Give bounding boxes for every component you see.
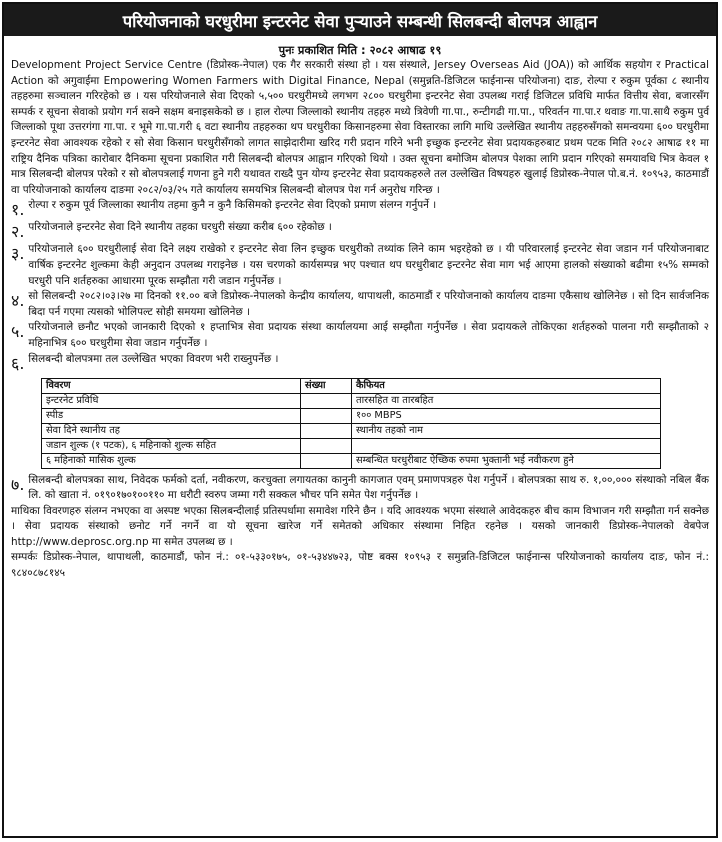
item-text: परियोजनाले ६०० घरधुरीलाई सेवा दिने लक्ष्य राखेको र इन्टरनेट सेवा लिन इच्छुक घरधुरीको तथ्यांक लिने काम भइरहेको छ । यी परिवारलाई इन्टरनेट सेवा जडान गर्न परियोजनाबाट वार्षिक इन्टरनेट शुल्कमा केही अनुदान उपलब्ध गराइनेछ । यस चरणको कार्यसम्पन्न भए पश्चात थप घरधुरीबाट इन्टरनेट सेवा माग भई आएमा हालको संख्याको बढीमा १५% सम्मको घरधुरी पनि शर्तहरुका आधारमा पूरक सम्झौता गरी जडान गर्नुपर्नेछ । [28, 243, 709, 287]
col-header-description: विवरण [42, 378, 301, 393]
table-cell: जडान शुल्क (१ पटक), ६ महिनाको शुल्क सहित [42, 438, 301, 453]
table-cell [301, 438, 352, 453]
item-text: परियोजनाले छनौट भएको जानकारी दिएको १ हप्ताभित्र सेवा प्रदायक संस्था कार्यालयमा आई सम्झौता गर्नुपर्नेछ । सेवा प्रदायकले तोकिएका शर्तहरुको पालना गरी सम्झौताको २ महिनाभित्र ६०० घरधुरीमा सेवा जडान गर्नुपर्नेछ । [28, 321, 709, 349]
table-row [42, 438, 661, 453]
list-item [11, 289, 709, 320]
table-row [42, 423, 661, 438]
list-item [11, 242, 709, 289]
republished-date: पुनः प्रकाशित मिति : २०८२ आषाढ १९ [278, 43, 442, 57]
item-number: ४. [11, 291, 25, 311]
table-row [42, 393, 661, 408]
list-item [11, 352, 709, 374]
table-cell [301, 423, 352, 438]
table-cell [301, 393, 352, 408]
col-header-quantity: संख्या [301, 378, 352, 393]
item-text: सो सिलबन्दी २०८२।०३।२७ मा दिनको ११.०० बजे डिप्रोस्क-नेपालको केन्द्रीय कार्यालय, थापाथली, काठमाडौं र परियोजनाको कार्यालय दाङमा एकैसाथ खोलिनेछ । सो दिन सार्वजनिक बिदा पर्न गएमा त्यसको भोलिपल्ट सोही समयमा खोलिनेछ । [28, 290, 709, 318]
table-cell: सम्बन्धित घरधुरीबाट ऐच्छिक रुपमा भुक्तानी भई नवीकरण हुने [352, 453, 661, 468]
intro-paragraph: Development Project Service Centre (डिप्रोस्क-नेपाल) एक गैर सरकारी संस्था हो । यस संस्थाले, Jersey Overseas Aid (JOA)) को आर्थिक सहयोग र Practical Action को अगुवाईमा Empowering Women Farmers with Digital Finance, Nepal (समुन्नति-डिजिटल फाईनान्स परियोजना) दाङ, रोल्पा र रुकुम पूर्वका ८ स्थानीय तहहरुमा सञ्चालन गरिरहेको छ । यस परियोजनाले सेवा दिएको ५,५०० घरधुरीमध्ये लगभग २८०० घरधुरीमा इन्टरनेट सेवा उपलब्ध गराई डिजिटल प्रविधि मार्फत वित्तीय सेवा, बजारसँग सम्पर्क र सूचना सेवाको प्रयोग गर्न सक्ने सक्षम बनाइसकेको छ । हाल रोल्पा जिल्लाको स्थानीय तहहरु मध्ये त्रिवेणी गा.पा., रुन्टीगढी गा.पा., परिवर्तन गा.पा.र थवाङ गा.पा.साथै रुकुम पुर्व जिल्लाको पूथा उत्तरगंगा गा.पा. र भूमे गा.पा.गरी ६ वटा स्थानीय तहहरुका थप घरधुरीका किसानहरुमा सेवा विस्तारका लागि माथि उल्लेखित स्थानीय तहहरुसँगको समन्वयमा ६०० घरधुरीमा इन्टरनेट सेवा आवश्यक रहेको र सो सेवा किसान घरधुरीसँगको लागत साझेदारीमा खरिद गरी प्रदान गरिने भनी इच्छुक इन्टरनेट सेवा प्रदायकहरुबाट प्रथम पटक मिति २०८२ आषाढ ११ मा राष्ट्रिय दैनिक पत्रिका कारोबार दैनिकमा सूचना प्रकाशित गरी सिलबन्दी बोलपत्र आह्वान गरिएको थियो । उक्त सूचना बमोजिम बोलपत्र पेशका लागि प्रदान गरिएको समयावधि भित्र केवल १ मात्र सिलबन्दी बोलपत्र परेको र सो बोलपत्रलाई गणना हुने गरी यथावत राख्दै पुन योग्य इन्टरनेट सेवा प्रदायकहरुले तल उल्लेखित विषयहरु खुलाई डिप्रोस्क-नेपाल पो.ब.नं. १०९५३, काठमाडौं वा परियोजनाको कार्यालय दाङमा २०८२/०३/२५ गते कार्यालय समयभित्र सिलबन्दी बोलपत्र पेश गर्न अनुरोध गरिन्छ । [11, 59, 709, 196]
table-cell: तारसहित वा तारबहित [352, 393, 661, 408]
table-row [42, 453, 661, 468]
list-item [11, 473, 709, 504]
item-text: सिलबन्दी बोलपत्रका साथ, निवेदक फर्मको दर्ता, नवीकरण, करचुक्ता लगायतका कानुनी कागजात एवम् प्रमाणपत्रहरु पेश गर्नुपर्ने । बोलपत्रका साथ रु. १,००,००० संस्थाको नबिल बैंक लि. को खाता नं. ०१९०१७०१००११० मा धरौटी स्वरुप जम्मा गरी सक्कल भौचर पनि समेत पेश गर्नुपर्नेछ । [28, 473, 709, 502]
item-number: ३. [11, 244, 25, 264]
item-number: ५. [11, 322, 25, 342]
table-cell: ६ महिनाको मासिक शुल्क [42, 453, 301, 468]
details-table [41, 378, 661, 469]
item-text: सिलबन्दी बोलपत्रमा तल उल्लेखित भएका विवरण भरी राख्नुपर्नेछ । [28, 352, 279, 365]
notice-title: परियोजनाको घरधुरीमा इन्टरनेट सेवा पुऱ्याउने सम्बन्धी सिलबन्दी बोलपत्र आह्वान [4, 4, 716, 36]
table-cell [301, 408, 352, 423]
table-cell: इन्टरनेट प्रविधि [42, 393, 301, 408]
table-cell [301, 453, 352, 468]
col-header-remarks: कैफियत [352, 378, 661, 393]
closing-paragraph: माथिका विवरणहरु संलग्न नभएका वा अस्पष्ट भएका सिलबन्दीलाई प्रतिस्पर्धामा समावेश गरिने छैन । यदि आवश्यक भएमा संस्थाले आवेदकहरु बीच काम विभाजन गरी सम्झौता गर्न सक्नेछ । सेवा प्रदायक संस्थाको छनोट गर्ने नगर्ने वा यो सूचना खारेज गर्ने समेतको अधिकार संस्थामा निहित रहनेछ । यसको जानकारी डिप्रोस्क-नेपालको वेबपेज http://www.deprosc.org.np मा समेत उपलब्ध छ । [11, 504, 709, 548]
list-item [11, 198, 709, 220]
table-cell: १०० MBPS [352, 408, 661, 423]
table-cell: सेवा दिने स्थानीय तह [42, 423, 301, 438]
item-number: ६. [11, 353, 25, 373]
list-item [11, 320, 709, 351]
table-cell [352, 438, 661, 453]
item-number: २. [11, 222, 25, 242]
table-cell: स्थानीय तहको नाम [352, 423, 661, 438]
item-text: रोल्पा र रुकुम पूर्व जिल्लाका स्थानीय तहमा कुनै न कुनै किसिमको इन्टरनेट सेवा दिएको प्रमाण संलग्न गर्नुपर्ने । [28, 199, 437, 212]
table-row [42, 408, 661, 423]
table-cell: स्पीड [42, 408, 301, 423]
item-number: ७. [11, 474, 25, 494]
item-text: परियोजनाले इन्टरनेट सेवा दिने स्थानीय तहका घरधुरी संख्या करीब ६०० रहेकोछ । [28, 221, 332, 234]
table-header-row [42, 378, 661, 393]
item-number: १. [11, 200, 25, 220]
notice-body [4, 36, 716, 582]
contact-info: सम्पर्कः डिप्रोस्क-नेपाल, थापाथली, काठमाडौं, फोन नं.: ०१-५३३०१७५, ०१-५३४४७२३, पोष्ट बक्स १०९५३ र समुन्नति-डिजिटल फाईनान्स परियोजनाको कार्यालय दाङ, फोन नं.: ९८४०८७८१४५ [11, 551, 709, 580]
list-item [11, 220, 709, 242]
notice-frame [2, 2, 718, 838]
